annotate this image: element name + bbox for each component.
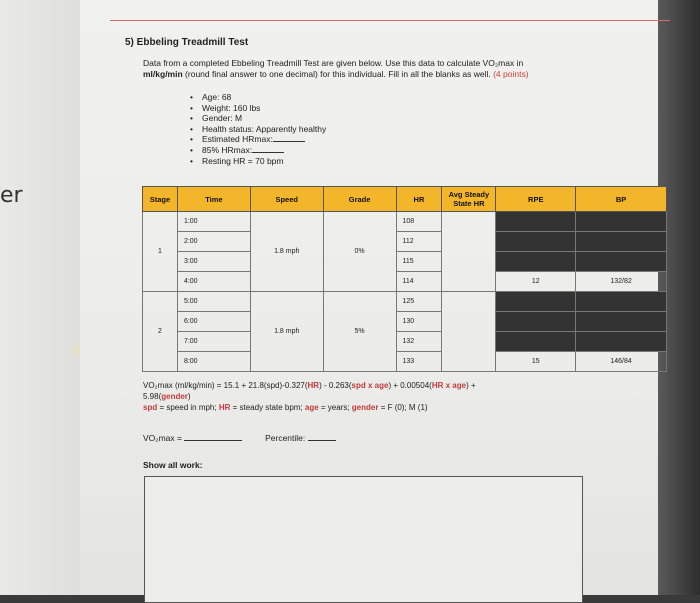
bp-cell: 146/84	[576, 352, 667, 372]
shaded-cell	[496, 312, 576, 332]
info-health: • Health status: Apparently healthy	[190, 124, 326, 135]
background-left-page	[0, 0, 80, 595]
col-hr: HR	[396, 187, 442, 212]
avg-ss-hr-blank-stage1[interactable]	[442, 212, 496, 292]
table-header-row	[143, 187, 667, 212]
shaded-cell	[576, 232, 667, 252]
stage-cell: 2	[143, 292, 178, 372]
grade-cell: 0%	[323, 212, 396, 292]
col-stage: Stage	[143, 187, 178, 212]
hr-cell: 112	[396, 232, 442, 252]
shaded-cell	[496, 332, 576, 352]
hr-cell: 114	[396, 272, 442, 292]
table-row	[143, 312, 667, 332]
hr-cell: 125	[396, 292, 442, 312]
table-row	[143, 212, 667, 232]
info-est-hrmax: • Estimated HRmax:	[190, 134, 326, 145]
shaded-cell	[576, 312, 667, 332]
shaded-cell	[496, 212, 576, 232]
time-cell: 8:00	[177, 352, 250, 372]
vo2max-formula: VO₂max (ml/kg/min) = 15.1 + 21.8(spd)-0.327(HR) - 0.263(spd x age) + 0.00504(HR x age) + 5.98(gender) spd = speed in mph; HR = steady state bpm; age = years; gender = F (0); M (1)	[143, 381, 476, 412]
treadmill-data-table	[142, 186, 667, 372]
unit-text: ml/kg/min	[143, 69, 183, 79]
answer-line	[143, 432, 336, 443]
speed-cell: 1.8 mph	[250, 292, 323, 372]
shaded-cell	[496, 252, 576, 272]
col-avg-ss-hr: Avg Steady State HR	[442, 187, 496, 212]
85-hrmax-blank[interactable]	[252, 145, 284, 153]
work-area-box[interactable]	[144, 476, 583, 603]
worksheet-page	[80, 0, 658, 595]
table-row	[143, 272, 667, 292]
instructions: Data from a completed Ebbeling Treadmill Test are given below. Use this data to calculate VO₂max in ml/kg/min (round final answer to one decimal) for this individual. Fill in all the blanks as well. (4 points)	[143, 58, 529, 79]
shaded-cell	[576, 252, 667, 272]
question-heading: 5) Ebbeling Treadmill Test	[125, 37, 249, 48]
time-cell: 3:00	[177, 252, 250, 272]
time-cell: 7:00	[177, 332, 250, 352]
info-weight: • Weight: 160 lbs	[190, 103, 326, 114]
stage-cell: 1	[143, 212, 178, 292]
show-work-label: Show all work:	[143, 460, 203, 470]
shaded-cell	[496, 292, 576, 312]
col-bp: BP	[576, 187, 667, 212]
grade-cell: 5%	[323, 292, 396, 372]
points-label: (4 points)	[493, 69, 529, 79]
time-cell: 1:00	[177, 212, 250, 232]
table-row	[143, 332, 667, 352]
table-row	[143, 252, 667, 272]
table-row	[143, 292, 667, 312]
shaded-cell	[576, 332, 667, 352]
time-cell: 4:00	[177, 272, 250, 292]
table-row	[143, 232, 667, 252]
info-resting-hr: • Resting HR = 70 bpm	[190, 156, 326, 167]
avg-ss-hr-blank-stage2[interactable]	[442, 292, 496, 372]
time-cell: 6:00	[177, 312, 250, 332]
shaded-cell	[576, 292, 667, 312]
time-cell: 2:00	[177, 232, 250, 252]
header-rule	[110, 20, 670, 21]
table-row	[143, 352, 667, 372]
percentile-blank[interactable]	[308, 432, 336, 441]
col-rpe: RPE	[496, 187, 576, 212]
subject-info-list	[190, 92, 326, 166]
info-85-hrmax: • 85% HRmax:	[190, 145, 326, 156]
percentile-label: Percentile:	[265, 433, 306, 443]
speed-cell: 1.8 mph	[250, 212, 323, 292]
shaded-cell	[496, 232, 576, 252]
rpe-cell: 15	[496, 352, 576, 372]
info-gender: • Gender: M	[190, 113, 326, 124]
hr-cell: 133	[396, 352, 442, 372]
est-hrmax-blank[interactable]	[273, 134, 305, 142]
rpe-cell: 12	[496, 272, 576, 292]
hr-cell: 132	[396, 332, 442, 352]
vo2max-blank[interactable]	[184, 432, 242, 441]
time-cell: 5:00	[177, 292, 250, 312]
col-speed: Speed	[250, 187, 323, 212]
info-age: • Age: 68	[190, 92, 326, 103]
col-time: Time	[177, 187, 250, 212]
hr-cell: 108	[396, 212, 442, 232]
hr-cell: 115	[396, 252, 442, 272]
bp-cell: 132/82	[576, 272, 667, 292]
hr-cell: 130	[396, 312, 442, 332]
shaded-cell	[576, 212, 667, 232]
vo2max-label: VO₂max =	[143, 433, 182, 443]
col-grade: Grade	[323, 187, 396, 212]
cut-off-text: er	[0, 183, 23, 208]
